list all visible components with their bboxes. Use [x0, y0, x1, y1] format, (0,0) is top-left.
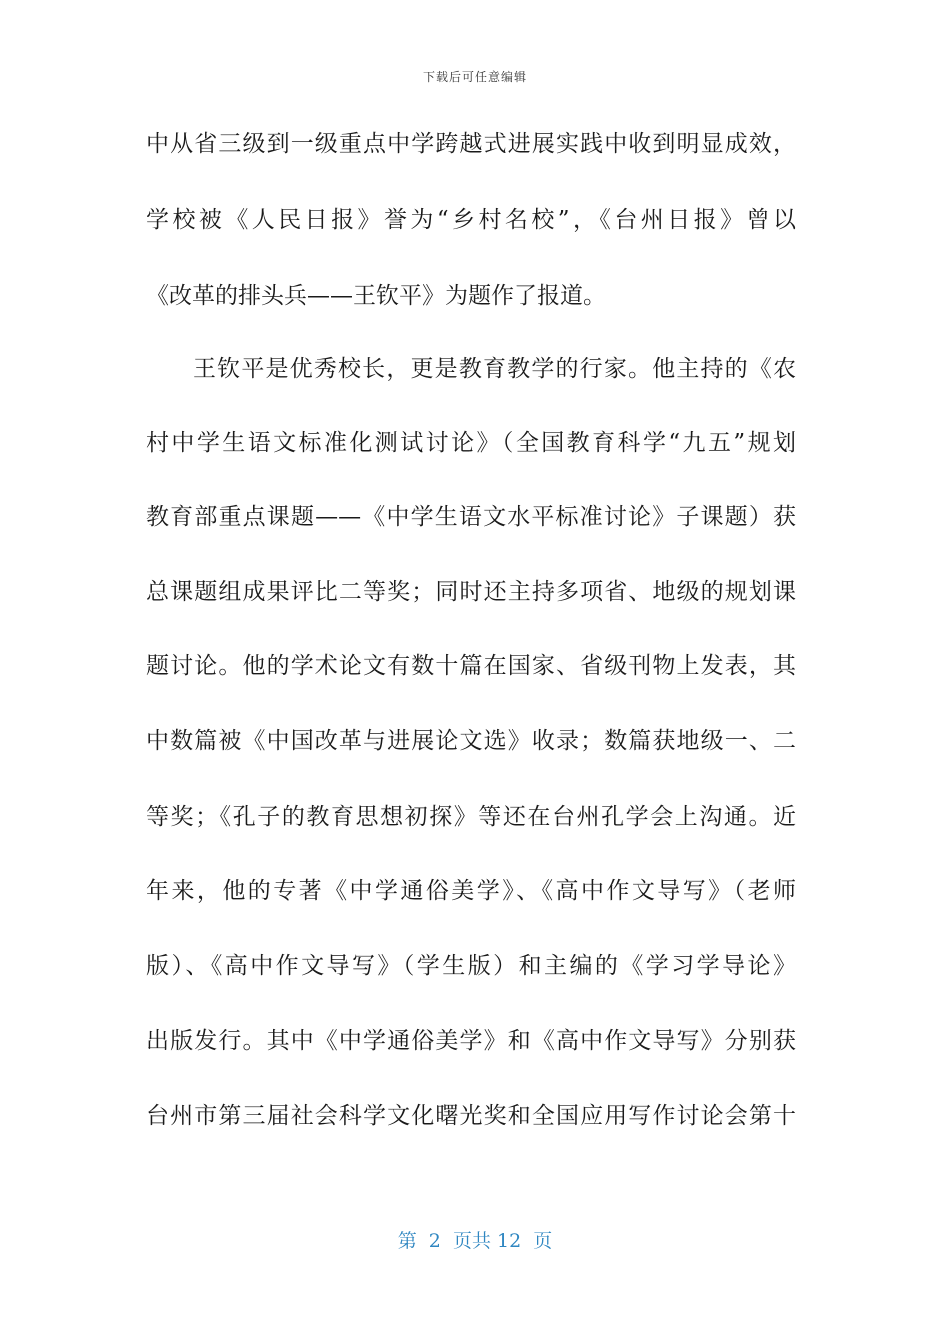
paragraph-line: 年来，他的专著《中学通俗美学》、《高中作文导写》（老师 [146, 878, 796, 904]
paragraph-line: 中数篇被《中国改革与进展论文选》收录；数篇获地级一、二 [146, 728, 796, 754]
paragraph-line: 台州市第三届社会科学文化曙光奖和全国应用写作讨论会第十 [146, 1103, 796, 1129]
paragraph-line: 学校被《人民日报》誉为“乡村名校”，《台州日报》曾以 [146, 207, 796, 233]
paragraph-line: 总课题组成果评比二等奖；同时还主持多项省、地级的规划课 [146, 579, 796, 605]
page-header-note: 下载后可任意编辑 [422, 70, 527, 84]
paragraph-line: 题讨论。他的学术论文有数十篇在国家、省级刊物上发表，其 [146, 653, 796, 679]
paragraph-line: 王钦平是优秀校长，更是教育教学的行家。他主持的《农 [193, 356, 796, 382]
page-number-footer: 第 2 页共 12 页 [397, 1230, 553, 1252]
paragraph-line: 中从省三级到一级重点中学跨越式进展实践中收到明显成效， [146, 131, 796, 157]
paragraph-line: 等奖；《孔子的教育思想初探》等还在台州孔学会上沟通。近 [146, 804, 796, 830]
paragraph-line: 村中学生语文标准化测试讨论》（全国教育科学“九五”规划 [146, 430, 796, 456]
paragraph-line: 出版发行。其中《中学通俗美学》和《高中作文导写》分别获 [146, 1028, 796, 1054]
paragraph-line: 《改革的排头兵——王钦平》为题作了报道。 [146, 283, 606, 309]
paragraph-line: 教育部重点课题——《中学生语文水平标准讨论》子课题）获 [146, 504, 796, 530]
paragraph-line: 版）、《高中作文导写》（学生版）和主编的《学习学导论》 [146, 953, 796, 979]
